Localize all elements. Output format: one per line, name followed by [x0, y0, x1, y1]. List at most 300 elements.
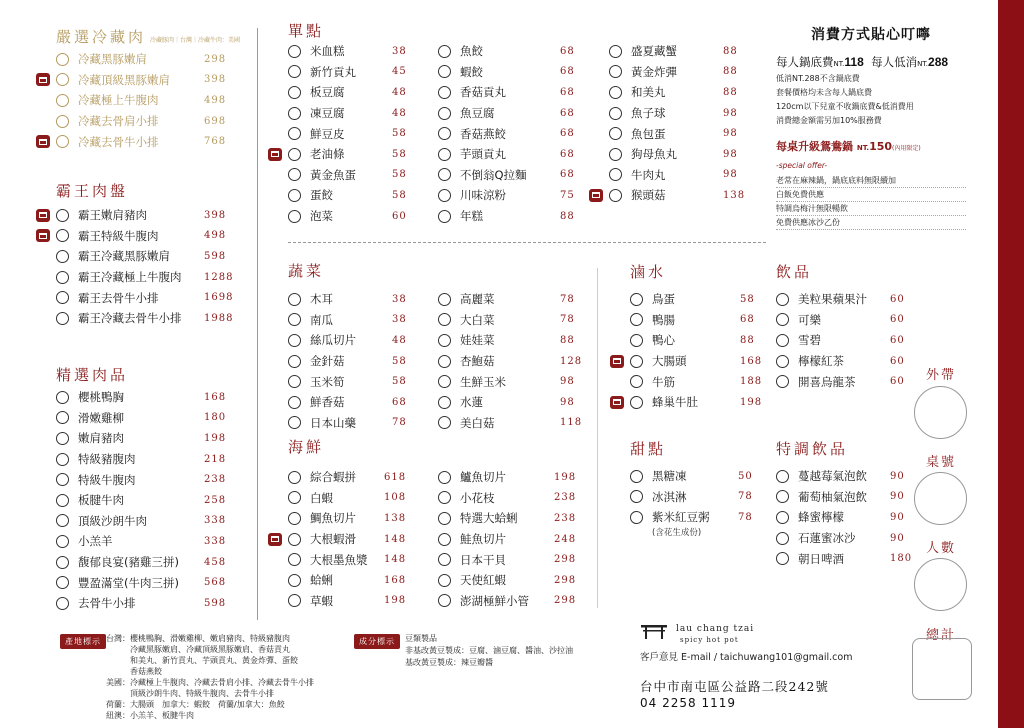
- menu-item-name: 大腸頭: [652, 354, 687, 369]
- menu-item[interactable]: [288, 185, 407, 206]
- order-checkbox[interactable]: [56, 514, 69, 527]
- menu-item-price: 78: [560, 314, 575, 326]
- order-checkbox[interactable]: [56, 94, 69, 107]
- menu-item-name: 鱸魚切片: [460, 470, 506, 485]
- hot-pot-recommend-icon: [36, 229, 50, 242]
- menu-item[interactable]: [288, 371, 407, 392]
- menu-item[interactable]: [776, 507, 905, 528]
- menu-item[interactable]: [288, 570, 407, 591]
- order-checkbox[interactable]: [56, 432, 69, 445]
- menu-item-name: 冷藏黑豚嫩肩: [78, 52, 147, 67]
- order-checkbox[interactable]: [776, 552, 789, 565]
- menu-item-price: 38: [392, 293, 407, 305]
- menu-item[interactable]: [56, 449, 227, 470]
- order-checkbox[interactable]: [609, 168, 622, 181]
- order-checkbox[interactable]: [56, 53, 69, 66]
- menu-item-price: 68: [560, 66, 575, 78]
- menu-item[interactable]: [609, 103, 738, 124]
- hot-pot-recommend-icon: [610, 355, 624, 368]
- menu-item[interactable]: [56, 469, 227, 490]
- menu-item[interactable]: [630, 466, 753, 487]
- menu-item[interactable]: [288, 289, 407, 310]
- menu-item[interactable]: [438, 570, 577, 591]
- menu-item-price: 48: [392, 107, 407, 119]
- menu-item-name: 南瓜: [310, 312, 333, 327]
- menu-item[interactable]: [438, 351, 583, 372]
- order-checkbox[interactable]: [776, 470, 789, 483]
- order-checkbox[interactable]: [776, 375, 789, 388]
- menu-item[interactable]: [438, 144, 575, 165]
- menu-item[interactable]: [776, 330, 905, 351]
- menu-item[interactable]: [438, 123, 575, 144]
- menu-item[interactable]: [438, 185, 575, 206]
- order-checkbox[interactable]: [56, 209, 69, 222]
- order-checkbox[interactable]: [438, 313, 451, 326]
- menu-item-name: 鴨心: [652, 333, 675, 348]
- menu-item-name: 蜂巢牛肚: [652, 395, 698, 410]
- drinks-section: [776, 261, 812, 283]
- menu-item-name: 檸檬紅茶: [798, 354, 844, 369]
- order-checkbox[interactable]: [438, 107, 451, 120]
- menu-item-name: 凍豆腐: [310, 106, 345, 121]
- menu-item[interactable]: [630, 507, 753, 528]
- menu-item-name: 大根墨魚漿: [310, 552, 368, 567]
- order-checkbox[interactable]: [56, 391, 69, 404]
- menu-item[interactable]: [56, 490, 227, 511]
- menu-item-price: 88: [740, 334, 755, 346]
- menu-item[interactable]: [56, 287, 234, 308]
- menu-item-price: 1698: [204, 292, 234, 304]
- order-checkbox[interactable]: [56, 473, 69, 486]
- menu-item[interactable]: [630, 392, 763, 413]
- order-checkbox[interactable]: [56, 312, 69, 325]
- menu-item[interactable]: [609, 123, 738, 144]
- menu-item-price: 58: [392, 148, 407, 160]
- menu-item[interactable]: [56, 226, 227, 247]
- menu-item[interactable]: [609, 165, 738, 186]
- menu-item-name: 天使紅蝦: [460, 573, 506, 588]
- order-checkbox[interactable]: [438, 293, 451, 306]
- menu-item[interactable]: [56, 90, 240, 111]
- menu-item-price: 60: [890, 376, 905, 388]
- menu-item-name: 川味涼粉: [460, 188, 506, 203]
- menu-item[interactable]: [438, 330, 575, 351]
- menu-item-price: 248: [554, 533, 577, 545]
- menu-item-price: 118: [560, 417, 583, 429]
- menu-item-price: 88: [723, 66, 738, 78]
- ingredients-tag: 成分標示: [354, 634, 400, 649]
- order-checkbox[interactable]: [438, 189, 451, 202]
- menu-item[interactable]: [630, 351, 763, 372]
- order-checkbox[interactable]: [56, 73, 69, 86]
- order-checkbox[interactable]: [438, 45, 451, 58]
- menu-item-name: 狗母魚丸: [631, 147, 677, 162]
- order-checkbox[interactable]: [56, 494, 69, 507]
- order-checkbox[interactable]: [438, 553, 451, 566]
- menu-item-price: 168: [384, 574, 407, 586]
- menu-item-name: 嫩肩豬肉: [78, 431, 124, 446]
- order-checkbox[interactable]: [438, 533, 451, 546]
- order-checkbox[interactable]: [630, 293, 643, 306]
- order-checkbox[interactable]: [609, 65, 622, 78]
- order-checkbox[interactable]: [288, 148, 301, 161]
- order-checkbox[interactable]: [776, 293, 789, 306]
- menu-item-name: 綜合蝦拼: [310, 470, 356, 485]
- menu-item[interactable]: [438, 103, 575, 124]
- menu-item[interactable]: [776, 466, 905, 487]
- menu-item[interactable]: [56, 552, 227, 573]
- menu-item-price: 90: [890, 470, 905, 482]
- section-title: 單點: [288, 22, 325, 40]
- menu-item-price: 88: [560, 210, 575, 222]
- order-checkbox[interactable]: [56, 576, 69, 589]
- menu-item[interactable]: [630, 289, 755, 310]
- menu-item-price: 498: [204, 230, 227, 242]
- menu-item[interactable]: [288, 413, 407, 434]
- menu-item-name: 葡萄柚氣泡飲: [798, 489, 867, 504]
- phone: 04 2258 1119: [640, 696, 736, 710]
- menu-item[interactable]: [288, 82, 407, 103]
- order-checkbox[interactable]: [288, 313, 301, 326]
- order-checkbox[interactable]: [438, 416, 451, 429]
- menu-item[interactable]: [776, 528, 905, 549]
- menu-item[interactable]: [288, 508, 407, 529]
- order-checkbox[interactable]: [776, 313, 789, 326]
- menu-item[interactable]: [56, 531, 227, 552]
- menu-item[interactable]: [56, 49, 240, 70]
- section-title: 滷水: [630, 263, 667, 281]
- menu-item-price: 90: [890, 511, 905, 523]
- order-checkbox[interactable]: [288, 396, 301, 409]
- order-checkbox[interactable]: [630, 355, 643, 368]
- menu-item[interactable]: [438, 310, 575, 331]
- section-title: 霸王肉盤: [56, 182, 129, 200]
- menu-item-name: 霸王嫩肩豬肉: [78, 208, 147, 223]
- menu-item-price: 98: [723, 107, 738, 119]
- section-title: 甜點: [630, 440, 667, 458]
- menu-item[interactable]: [288, 62, 407, 83]
- menu-item-name: 盛夏藏蟹: [631, 44, 677, 59]
- menu-item-price: 298: [554, 595, 577, 607]
- menu-item[interactable]: [288, 144, 407, 165]
- order-checkbox[interactable]: [56, 229, 69, 242]
- order-checkbox[interactable]: [56, 453, 69, 466]
- order-checkbox[interactable]: [56, 250, 69, 263]
- menu-item[interactable]: [438, 529, 577, 550]
- menu-item[interactable]: [609, 144, 738, 165]
- order-checkbox[interactable]: [288, 168, 301, 181]
- order-checkbox[interactable]: [776, 334, 789, 347]
- menu-item-price: 338: [204, 515, 227, 527]
- menu-item-price: 38: [392, 314, 407, 326]
- menu-item-price: 108: [384, 492, 407, 504]
- order-checkbox[interactable]: [438, 594, 451, 607]
- menu-item-name: 大白菜: [460, 312, 495, 327]
- menu-item-name: 板豆腐: [310, 85, 345, 100]
- menu-item-name: 開喜烏龍茶: [798, 374, 856, 389]
- menu-item-price: 68: [560, 107, 575, 119]
- menu-item[interactable]: [776, 351, 905, 372]
- menu-item[interactable]: [776, 371, 905, 392]
- menu-item-name: 蛤蜊: [310, 573, 333, 588]
- menu-item-price: 58: [392, 355, 407, 367]
- order-checkbox[interactable]: [609, 107, 622, 120]
- menu-item-price: 88: [723, 45, 738, 57]
- menu-item-name: 澎湖極鮮小管: [460, 593, 529, 608]
- brand-name: lau chang tzai: [676, 624, 755, 634]
- menu-item[interactable]: [438, 488, 577, 509]
- order-checkbox[interactable]: [288, 471, 301, 484]
- menu-item[interactable]: [630, 371, 763, 392]
- menu-item-name: 紫米紅豆粥: [652, 510, 710, 525]
- order-checkbox[interactable]: [56, 411, 69, 424]
- order-checkbox[interactable]: [288, 594, 301, 607]
- braised-section: [630, 261, 666, 283]
- menu-item[interactable]: [288, 529, 407, 550]
- order-checkbox[interactable]: [438, 375, 451, 388]
- menu-item[interactable]: [56, 572, 227, 593]
- menu-item[interactable]: [56, 70, 240, 91]
- order-checkbox[interactable]: [438, 86, 451, 99]
- order-checkbox[interactable]: [776, 490, 789, 503]
- order-checkbox[interactable]: [438, 210, 451, 223]
- origin-text: 台灣：櫻桃鴨胸、滑嫩雞柳、嫩肩豬肉、特級豬腹肉 冷藏黑豚嫩肩、冷藏頂級黑豚嫩肩、香菇貢丸 和美丸、新竹貢丸、芋頭貢丸、黃金炸彈、蛋餃 香菇燕餃 美國：冷藏極上牛腹肉、冷藏去骨肩小排、冷藏去骨牛小排 頂級沙朗牛肉、特級牛腹肉、去骨牛小排 荷蘭：大腸頭 加拿大：蝦餃 荷蘭/加拿大：魚餃 紐澳：小羔羊、板腱牛肉: [106, 634, 314, 720]
- menu-item-price: 198: [740, 396, 763, 408]
- minimum-charges: 每人鍋底費NT.118 每人低消NT.288: [776, 55, 949, 69]
- menu-item[interactable]: [288, 549, 407, 570]
- menu-item-price: 78: [560, 293, 575, 305]
- column-divider: [257, 28, 258, 620]
- menu-item[interactable]: [609, 62, 738, 83]
- menu-item-name: 馥郁良宴(豬雞三拼): [78, 555, 179, 570]
- menu-item-price: 258: [204, 494, 227, 506]
- menu-item[interactable]: [288, 103, 407, 124]
- menu-item-name: 黃金炸彈: [631, 64, 677, 79]
- menu-item[interactable]: [776, 310, 905, 331]
- menu-item-price: 58: [740, 293, 755, 305]
- order-checkbox[interactable]: [630, 334, 643, 347]
- dessert-note: (含花生成份): [652, 527, 702, 538]
- table-number-field[interactable]: [914, 472, 967, 525]
- menu-item-price: 58: [392, 376, 407, 388]
- overlord-section: [56, 180, 234, 329]
- menu-item[interactable]: [438, 289, 575, 310]
- menu-item-price: 38: [392, 45, 407, 57]
- menu-item-price: 60: [890, 293, 905, 305]
- order-checkbox[interactable]: [56, 115, 69, 128]
- order-checkbox[interactable]: [56, 556, 69, 569]
- hot-pot-recommend-icon: [610, 396, 624, 409]
- people-field[interactable]: [914, 558, 967, 611]
- order-checkbox[interactable]: [288, 512, 301, 525]
- menu-item[interactable]: [56, 308, 234, 329]
- order-checkbox[interactable]: [438, 127, 451, 140]
- order-checkbox[interactable]: [288, 574, 301, 587]
- menu-item-name: 猴頭菇: [631, 188, 666, 203]
- order-checkbox[interactable]: [630, 375, 643, 388]
- feedback-email[interactable]: 客戶意見 E-mail / taichuwang101@gmail.com: [640, 652, 853, 663]
- brand-logo-icon: [640, 624, 668, 640]
- order-checkbox[interactable]: [56, 135, 69, 148]
- info-panel: [776, 24, 976, 230]
- menu-item[interactable]: [56, 131, 240, 152]
- menu-item[interactable]: [56, 267, 234, 288]
- order-checkbox[interactable]: [288, 107, 301, 120]
- menu-item[interactable]: [56, 205, 227, 226]
- menu-item-price: 458: [204, 556, 227, 568]
- menu-item[interactable]: [438, 62, 575, 83]
- menu-item[interactable]: [288, 123, 407, 144]
- order-checkbox[interactable]: [630, 470, 643, 483]
- order-checkbox[interactable]: [288, 45, 301, 58]
- menu-item-name: 美粒果蘋果汁: [798, 292, 867, 307]
- order-checkbox[interactable]: [609, 189, 622, 202]
- menu-item[interactable]: [630, 487, 753, 508]
- menu-item[interactable]: [56, 246, 227, 267]
- menu-item[interactable]: [438, 371, 575, 392]
- menu-item[interactable]: [56, 593, 227, 614]
- menu-item[interactable]: [438, 508, 577, 529]
- menu-item[interactable]: [288, 488, 407, 509]
- menu-item[interactable]: [630, 330, 755, 351]
- order-checkbox[interactable]: [288, 210, 301, 223]
- menu-item[interactable]: [288, 392, 407, 413]
- order-checkbox[interactable]: [438, 512, 451, 525]
- menu-item[interactable]: [776, 548, 913, 569]
- menu-item[interactable]: [438, 82, 575, 103]
- menu-item[interactable]: [288, 330, 407, 351]
- order-checkbox[interactable]: [609, 127, 622, 140]
- section-title: 飲品: [776, 263, 813, 281]
- menu-item[interactable]: [288, 591, 407, 612]
- menu-item[interactable]: [776, 289, 905, 310]
- order-checkbox[interactable]: [630, 511, 643, 524]
- order-checkbox[interactable]: [288, 355, 301, 368]
- order-checkbox[interactable]: [438, 471, 451, 484]
- order-checkbox[interactable]: [288, 553, 301, 566]
- cold-meat-section: [56, 26, 240, 152]
- order-checkbox[interactable]: [288, 533, 301, 546]
- menu-item[interactable]: [609, 185, 746, 206]
- menu-item[interactable]: [288, 165, 407, 186]
- total-field[interactable]: [912, 638, 972, 700]
- order-checkbox[interactable]: [609, 86, 622, 99]
- order-checkbox[interactable]: [288, 334, 301, 347]
- order-checkbox[interactable]: [288, 189, 301, 202]
- order-checkbox[interactable]: [288, 293, 301, 306]
- menu-item-price: 60: [890, 314, 905, 326]
- menu-item-name: 冷藏極上牛腹肉: [78, 93, 159, 108]
- menu-item[interactable]: [56, 111, 240, 132]
- menu-item-name: 生鮮玉米: [460, 374, 506, 389]
- order-checkbox[interactable]: [438, 355, 451, 368]
- order-checkbox[interactable]: [609, 45, 622, 58]
- order-checkbox[interactable]: [630, 396, 643, 409]
- order-checkbox[interactable]: [776, 355, 789, 368]
- menu-item-name: 水蓮: [460, 395, 483, 410]
- menu-item[interactable]: [288, 310, 407, 331]
- menu-item[interactable]: [288, 41, 407, 62]
- order-checkbox[interactable]: [288, 416, 301, 429]
- meat-section: [56, 364, 227, 614]
- menu-item[interactable]: [56, 408, 227, 429]
- takeout-field[interactable]: [914, 386, 967, 439]
- order-checkbox[interactable]: [56, 535, 69, 548]
- order-checkbox[interactable]: [438, 168, 451, 181]
- order-checkbox[interactable]: [438, 491, 451, 504]
- order-checkbox[interactable]: [438, 396, 451, 409]
- order-checkbox[interactable]: [438, 574, 451, 587]
- menu-item-name: 霸王去骨牛小排: [78, 290, 159, 305]
- menu-item[interactable]: [56, 387, 227, 408]
- order-checkbox[interactable]: [288, 127, 301, 140]
- menu-item-name: 芋頭貢丸: [460, 147, 506, 162]
- order-checkbox[interactable]: [56, 271, 69, 284]
- order-checkbox[interactable]: [288, 65, 301, 78]
- menu-item-name: 黃金魚蛋: [310, 167, 356, 182]
- menu-item[interactable]: [438, 467, 577, 488]
- order-checkbox[interactable]: [288, 86, 301, 99]
- order-checkbox[interactable]: [288, 491, 301, 504]
- menu-item-price: 90: [890, 532, 905, 544]
- menu-item[interactable]: [609, 41, 738, 62]
- menu-item[interactable]: [56, 428, 227, 449]
- order-checkbox[interactable]: [630, 490, 643, 503]
- order-checkbox[interactable]: [776, 532, 789, 545]
- menu-item[interactable]: [609, 82, 738, 103]
- menu-item-price: 60: [890, 334, 905, 346]
- seafood-section: [288, 436, 324, 458]
- menu-item-price: 68: [560, 86, 575, 98]
- special-drinks-section: [776, 438, 848, 460]
- order-checkbox[interactable]: [56, 291, 69, 304]
- menu-item[interactable]: [438, 41, 575, 62]
- menu-item-name: 香菇貢丸: [460, 85, 506, 100]
- menu-item[interactable]: [630, 310, 755, 331]
- order-checkbox[interactable]: [776, 511, 789, 524]
- menu-item[interactable]: [438, 591, 577, 612]
- order-checkbox[interactable]: [438, 334, 451, 347]
- menu-item[interactable]: [438, 549, 577, 570]
- menu-item[interactable]: [438, 206, 575, 227]
- veg-section: [288, 260, 324, 282]
- menu-item-name: 新竹貢丸: [310, 64, 356, 79]
- menu-item[interactable]: [288, 467, 407, 488]
- menu-item-name: 娃娃菜: [460, 333, 495, 348]
- menu-item[interactable]: [776, 487, 905, 508]
- menu-item[interactable]: [438, 165, 575, 186]
- order-checkbox[interactable]: [438, 65, 451, 78]
- menu-item-price: 188: [740, 376, 763, 388]
- menu-item-name: 特選大蛤蜊: [460, 511, 518, 526]
- order-checkbox[interactable]: [630, 313, 643, 326]
- menu-item-price: 98: [723, 148, 738, 160]
- menu-item[interactable]: [438, 413, 583, 434]
- order-checkbox[interactable]: [288, 375, 301, 388]
- hot-pot-recommend-icon: [589, 189, 603, 202]
- menu-item-name: 蔓越莓氣泡飲: [798, 469, 867, 484]
- menu-item[interactable]: [288, 351, 407, 372]
- order-checkbox[interactable]: [609, 148, 622, 161]
- menu-item[interactable]: [56, 511, 227, 532]
- order-checkbox[interactable]: [438, 148, 451, 161]
- column-divider: [597, 268, 598, 608]
- order-checkbox[interactable]: [56, 597, 69, 610]
- menu-item-price: 138: [723, 189, 746, 201]
- menu-item-price: 68: [560, 45, 575, 57]
- menu-item[interactable]: [288, 206, 407, 227]
- menu-item[interactable]: [438, 392, 575, 413]
